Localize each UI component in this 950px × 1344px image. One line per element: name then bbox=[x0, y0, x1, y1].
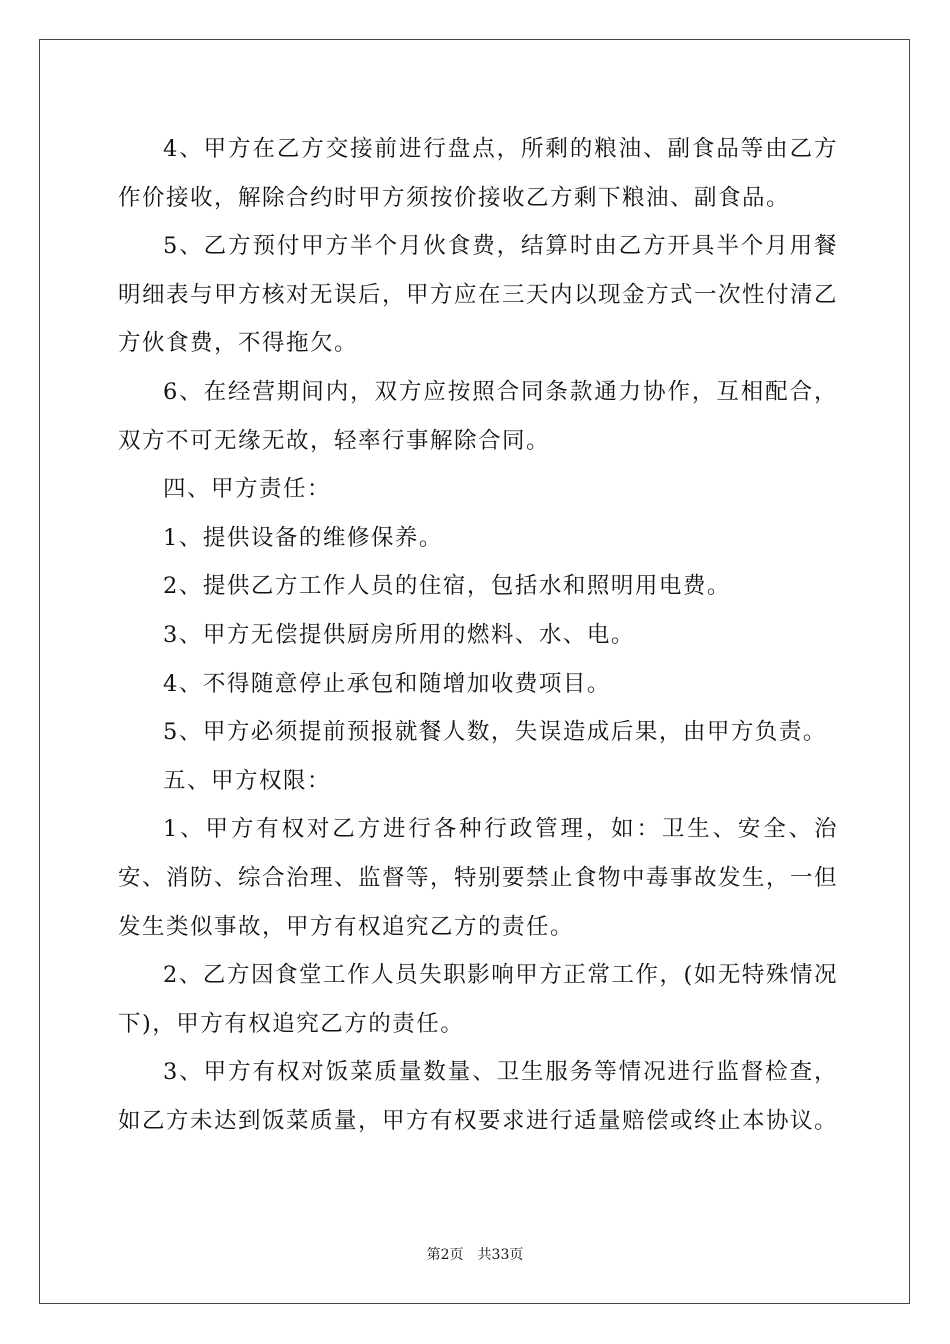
paragraph-4-inventory: 4、甲方在乙方交接前进行盘点，所剩的粮油、副食品等由乙方作价接收，解除合约时甲方须按价接收乙方剩下粮油、副食品。 bbox=[118, 136, 838, 211]
section-heading-party-a-rights: 五、甲方权限： bbox=[163, 767, 332, 794]
responsibility-item-4: 4、不得随意停止承包和随增加收费项目。 bbox=[163, 670, 611, 697]
rights-item-3: 3、甲方有权对饭菜质量数量、卫生服务等情况进行监督检查，如乙方未达到饭菜质量，甲方有权要求进行适量赔偿或终止本协议。 bbox=[118, 1059, 839, 1134]
rights-item-1: 1、甲方有权对乙方进行各种行政管理，如：卫生、安全、治安、消防、综合治理、监督等，特别要禁止食物中毒事故发生，一但发生类似事故，甲方有权追究乙方的责任。 bbox=[118, 816, 839, 940]
document-body bbox=[118, 125, 838, 1145]
paragraph-5-prepayment: 5、乙方预付甲方半个月伙食费，结算时由乙方开具半个月用餐明细表与甲方核对无误后，甲方应在三天内以现金方式一次性付清乙方伙食费，不得拖欠。 bbox=[118, 233, 839, 357]
responsibility-item-2: 2、提供乙方工作人员的住宿，包括水和照明用电费。 bbox=[163, 573, 731, 600]
responsibility-item-1: 1、提供设备的维修保养。 bbox=[163, 524, 443, 551]
paragraph-6-cooperation: 6、在经营期间内，双方应按照合同条款通力协作，互相配合，双方不可无缘无故，轻率行事解除合同。 bbox=[118, 378, 838, 454]
responsibility-item-3: 3、甲方无偿提供厨房所用的燃料、水、电。 bbox=[163, 621, 635, 648]
page-footer bbox=[0, 1246, 950, 1264]
responsibility-item-5: 5、甲方必须提前预报就餐人数，失误造成后果，由甲方负责。 bbox=[163, 719, 827, 746]
page-number: 第2页 bbox=[426, 1247, 464, 1263]
rights-item-2: 2、乙方因食堂工作人员失职影响甲方正常工作，(如无特殊情况下)，甲方有权追究乙方的责任。 bbox=[118, 962, 838, 1037]
section-heading-party-a-responsibilities: 四、甲方责任： bbox=[163, 476, 332, 503]
total-pages: 共33页 bbox=[477, 1247, 524, 1263]
